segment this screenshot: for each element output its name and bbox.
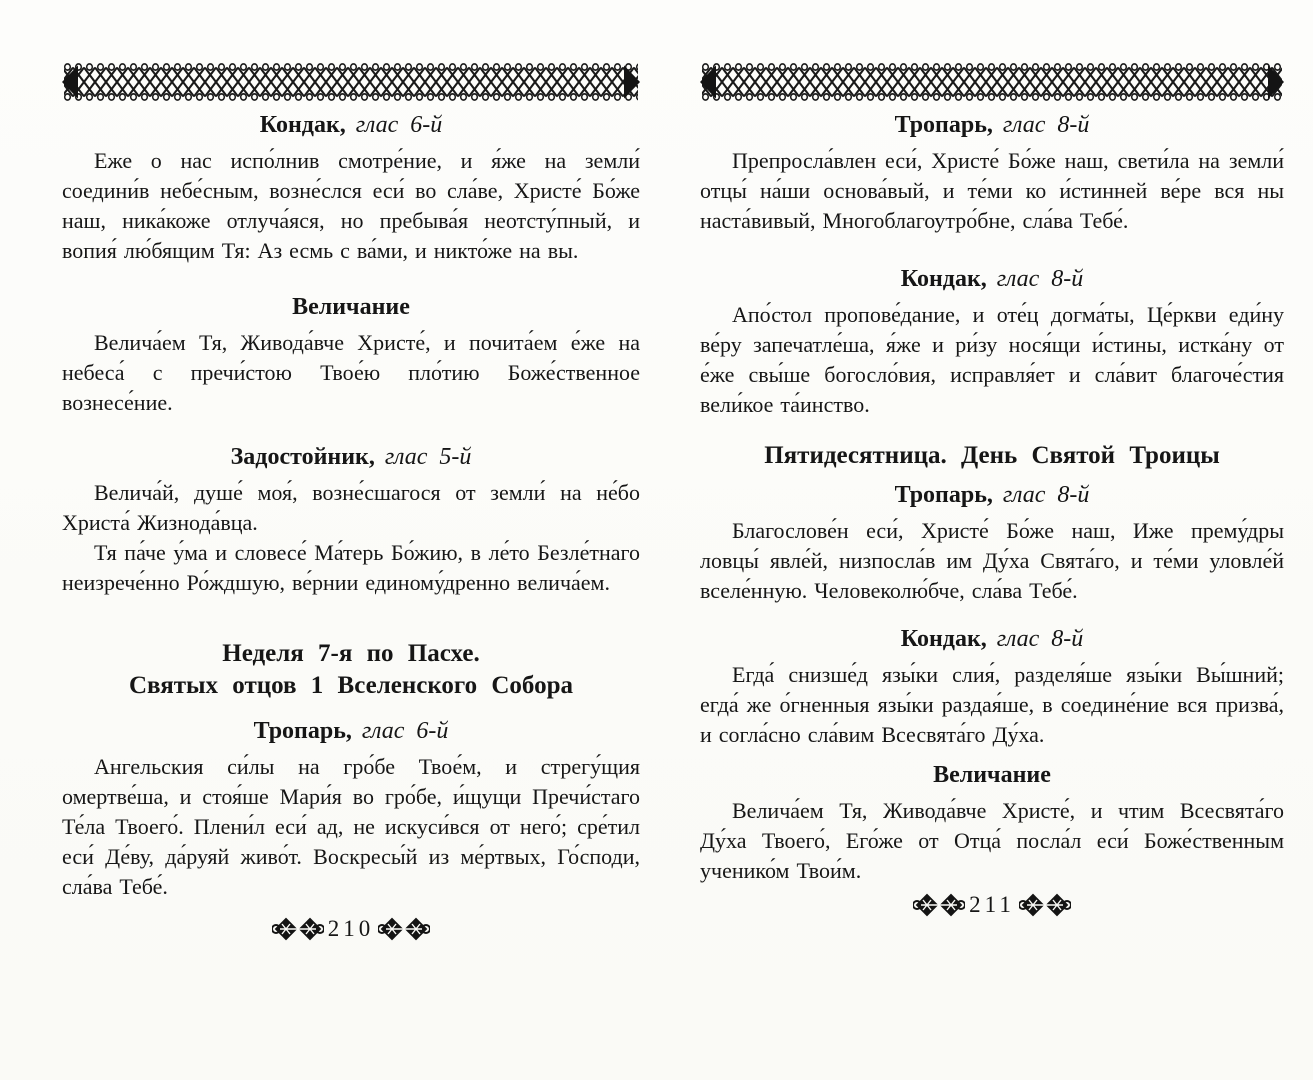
heading-label: Кондак, (900, 266, 987, 292)
paragraph-tropar-pentecost: Благослове́н еси́, Христе́ Бо́же наш, Иже прему́дры ловцы́ явле́й, низпосла́в им Ду́ха Свята́го, и те́ми уловле́й вселе́нную. Человеколю́бче, сла́ва Тебе́. (700, 518, 1284, 603)
heading-glas: глас 8-й (1002, 112, 1090, 138)
knot-ornament-icon (1019, 892, 1071, 918)
paragraph-kondak-pentecost: Егда́ снизше́д язы́ки слия́, разделя́ше язы́ки Вы́шний; егда́ же о́гненныя язы́ки раздая́ше, в соедине́ние вся призва́, и согла́сно сла́вим Всесвята́го Ду́ха. (700, 662, 1284, 747)
paragraph-zadostoynik-1: Велича́й, душе́ моя́, возне́сшагося от земли́ на не́бо Христа́ Жизнода́вца. (62, 480, 640, 535)
heading-kondak-8b (700, 624, 1284, 654)
page-number: 211 (969, 892, 1015, 917)
section-title-line2: Святых отцов 1 Вселенского Собора (128, 672, 573, 699)
heading-velichanie: Величание (292, 294, 410, 320)
knotwork-band-icon (700, 62, 1284, 102)
knot-ornament-icon (378, 916, 430, 942)
paragraph-velichanie: Велича́ем Тя, Живода́вче Христе́, и чтим Всесвята́го Ду́ха Твоего́, Его́же от Отца́ посла́л еси́ Боже́ственным ученико́м Твои́м. (700, 798, 1284, 883)
section-title-sunday7 (62, 638, 640, 702)
heading-label: Тропарь, (894, 482, 993, 508)
heading-glas: глас 5-й (384, 444, 472, 470)
paragraph-zadostoynik-2: Тя па́че у́ма и словесе́ Ма́терь Бо́жию, в ле́то Безле́тнаго неизрече́нно Ро́ждшую, ве́рнии единому́дренно велича́ем. (62, 540, 640, 595)
heading-kondak-6 (62, 110, 640, 140)
heading-glas: глас 6-й (361, 718, 449, 744)
knotwork-band-icon (62, 62, 640, 102)
heading-label: Тропарь, (253, 718, 352, 744)
paragraph-kondak: Еже о нас испо́лнив смотре́ние, и я́же на земли́ соедини́в небе́сным, возне́слся еси́ во сла́ве, Христе́ Бо́же наш, ника́коже отлуча́яся, но пребыва́я неотсту́пный, и вопия́ лю́бящим Тя: Аз есмь с ва́ми, и никто́же на вы. (62, 148, 640, 263)
section-title-line1: Неделя 7-я по Пасхе. (222, 640, 480, 667)
page-left (62, 62, 640, 942)
heading-zadostoynik (62, 442, 640, 472)
heading-glas: глас 8-й (996, 266, 1084, 292)
heading-kondak-8a (700, 264, 1284, 294)
heading-tropar-6 (62, 716, 640, 746)
heading-label: Задостойник, (230, 444, 375, 470)
page-number: 210 (327, 916, 375, 941)
paragraph-kondak-fathers: Апо́стол пропове́дание, и оте́ц догма́ты, Це́ркви еди́ну ве́ру запечатле́ша, я́же и ри́зу нося́щи и́стины, истка́ну от е́же свы́ше богосло́вия, исправля́ет и сла́вит благоче́стия вели́кое та́инство. (700, 302, 1284, 417)
heading-glas: глас 8-й (1002, 482, 1090, 508)
heading-velichanie: Величание (933, 762, 1051, 788)
heading-tropar-8b (700, 480, 1284, 510)
page-footer (700, 892, 1284, 918)
heading-label: Тропарь, (894, 112, 993, 138)
heading-tropar-8a (700, 110, 1284, 140)
heading-label: Кондак, (900, 626, 987, 652)
paragraph-velichanie: Велича́ем Тя, Живода́вче Христе́, и почита́ем е́же на небеса́ с пречи́стою Твое́ю пло́тию Боже́ственное вознесе́ние. (62, 330, 640, 415)
page-right (700, 62, 1284, 918)
heading-glas: глас 8-й (996, 626, 1084, 652)
section-title-pentecost: Пятидесятница. День Святой Троицы (764, 442, 1220, 469)
page-footer (62, 916, 640, 942)
paragraph-tropar: Ангельския си́лы на гро́бе Твое́м, и стрегу́щия омертве́ша, и стоя́ше Мари́я во гро́бе, и́щущи Пречи́стаго Те́ла Твоего́. Плени́л еси́ ад, не искуси́вся от него́; сре́тил еси́ Де́ву, да́руяй живо́т. Воскресы́й из ме́ртвых, Го́споди, сла́ва Тебе́. (62, 754, 640, 899)
heading-glas: глас 6-й (355, 112, 443, 138)
heading-label: Кондак, (259, 112, 346, 138)
knot-ornament-icon (913, 892, 965, 918)
knot-ornament-icon (272, 916, 324, 942)
paragraph-tropar-fathers: Препросла́влен еси́, Христе́ Бо́же наш, свети́ла на земли́ отцы́ на́ши основа́вый, и те́ми ко и́стинней ве́ре вся ны наста́вивый, Многоблагоутро́бне, сла́ва Тебе́. (700, 148, 1284, 233)
